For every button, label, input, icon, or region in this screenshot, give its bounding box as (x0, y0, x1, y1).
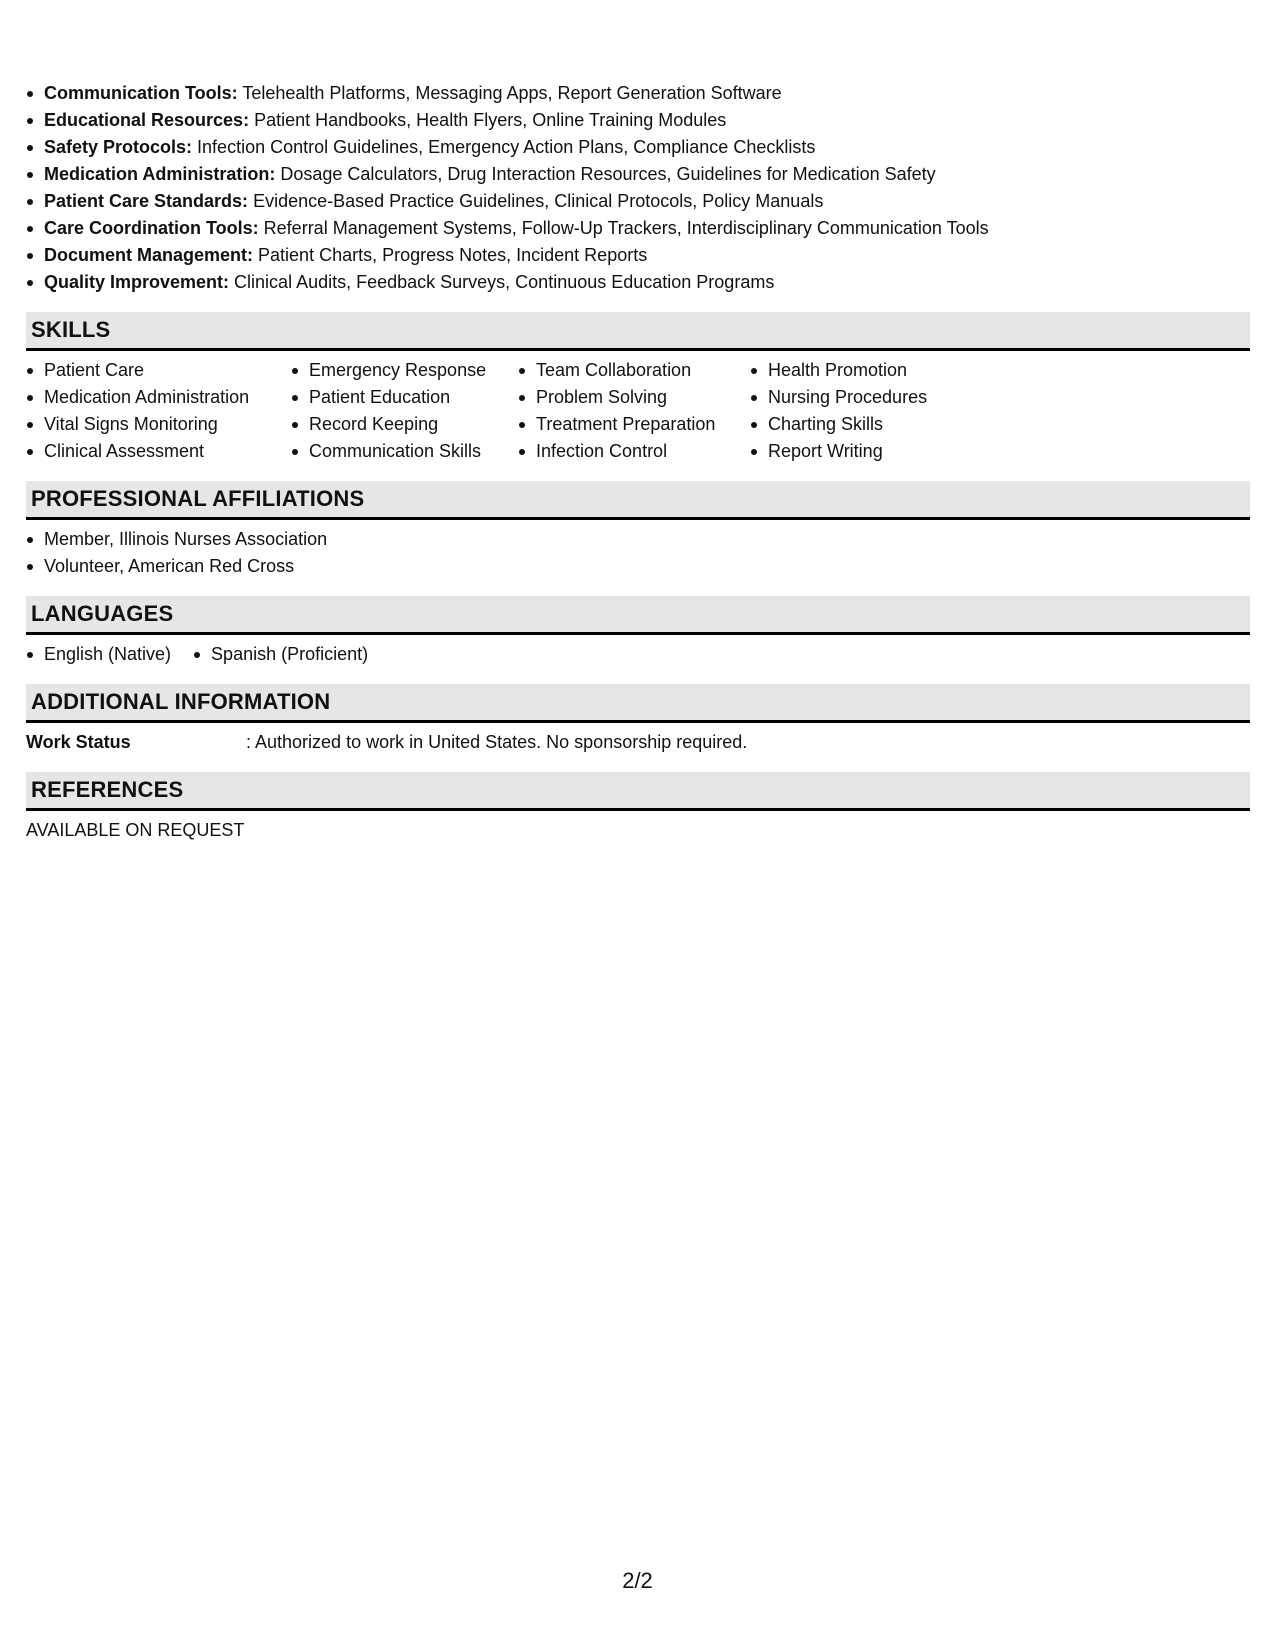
list-item (26, 188, 1250, 215)
item-text: Referral Management Systems, Follow-Up Trackers, Interdisciplinary Communication Tools (258, 218, 989, 238)
item-label: Care Coordination Tools: (44, 218, 259, 238)
skill-item: Problem Solving (518, 384, 750, 411)
affiliations-list (26, 526, 1250, 580)
item-text: Patient Charts, Progress Notes, Incident Reports (253, 245, 648, 265)
list-item (26, 242, 1250, 269)
skill-item: Clinical Assessment (26, 438, 291, 465)
references-section (26, 772, 1250, 844)
skill-item: Health Promotion (750, 357, 1010, 384)
skills-column (518, 357, 750, 465)
language-item: Spanish (Proficient) (193, 641, 368, 668)
languages-section (26, 596, 1250, 668)
work-status-row (26, 729, 1250, 756)
list-item (26, 107, 1250, 134)
page-number: 2/2 (622, 1568, 653, 1593)
work-status-label: Work Status (26, 732, 131, 752)
item-text: Patient Handbooks, Health Flyers, Online Training Modules (249, 110, 727, 130)
list-item: Volunteer, American Red Cross (26, 553, 1250, 580)
item-text: Infection Control Guidelines, Emergency Action Plans, Compliance Checklists (192, 137, 816, 157)
skill-item: Medication Administration (26, 384, 291, 411)
skill-item: Team Collaboration (518, 357, 750, 384)
skill-item: Patient Care (26, 357, 291, 384)
skills-section (26, 312, 1250, 465)
list-item (26, 80, 1250, 107)
additional-info-section (26, 684, 1250, 756)
section-title: LANGUAGES (31, 601, 174, 626)
section-header (26, 481, 1250, 520)
section-header (26, 772, 1250, 811)
list-item (26, 161, 1250, 188)
skill-item: Patient Education (291, 384, 518, 411)
list-item (26, 269, 1250, 296)
references-text: AVAILABLE ON REQUEST (26, 820, 245, 840)
list-item (26, 134, 1250, 161)
item-label: Medication Administration: (44, 164, 276, 184)
resume-page-2 (26, 80, 1250, 844)
skills-column (26, 357, 291, 465)
item-text: Dosage Calculators, Drug Interaction Resources, Guidelines for Medication Safety (275, 164, 936, 184)
languages-list (26, 641, 1250, 668)
skill-item: Nursing Procedures (750, 384, 1010, 411)
item-label: Educational Resources: (44, 110, 250, 130)
skill-item: Vital Signs Monitoring (26, 411, 291, 438)
section-title: ADDITIONAL INFORMATION (31, 689, 331, 714)
item-label: Document Management: (44, 245, 254, 265)
item-label: Communication Tools: (44, 83, 238, 103)
section-title: REFERENCES (31, 777, 184, 802)
skill-item: Record Keeping (291, 411, 518, 438)
section-header (26, 684, 1250, 723)
skill-item: Report Writing (750, 438, 1010, 465)
section-header (26, 312, 1250, 351)
skills-column (291, 357, 518, 465)
language-item: English (Native) (26, 641, 171, 668)
skill-item: Treatment Preparation (518, 411, 750, 438)
work-status-value: : Authorized to work in United States. No sponsorship required. (246, 732, 748, 752)
item-text: Clinical Audits, Feedback Surveys, Continuous Education Programs (229, 272, 775, 292)
list-item: Member, Illinois Nurses Association (26, 526, 1250, 553)
skill-item: Communication Skills (291, 438, 518, 465)
skill-item: Infection Control (518, 438, 750, 465)
item-text: Evidence-Based Practice Guidelines, Clinical Protocols, Policy Manuals (248, 191, 824, 211)
section-title: SKILLS (31, 317, 111, 342)
skill-item: Charting Skills (750, 411, 1010, 438)
item-text: Telehealth Platforms, Messaging Apps, Report Generation Software (237, 83, 782, 103)
section-header (26, 596, 1250, 635)
resources-list (26, 80, 1250, 296)
item-label: Quality Improvement: (44, 272, 230, 292)
item-label: Safety Protocols: (44, 137, 193, 157)
list-item (26, 215, 1250, 242)
skills-column (750, 357, 1010, 465)
affiliations-section (26, 481, 1250, 580)
skill-item: Emergency Response (291, 357, 518, 384)
skills-grid (26, 351, 1250, 465)
item-label: Patient Care Standards: (44, 191, 249, 211)
section-title: PROFESSIONAL AFFILIATIONS (31, 486, 365, 511)
